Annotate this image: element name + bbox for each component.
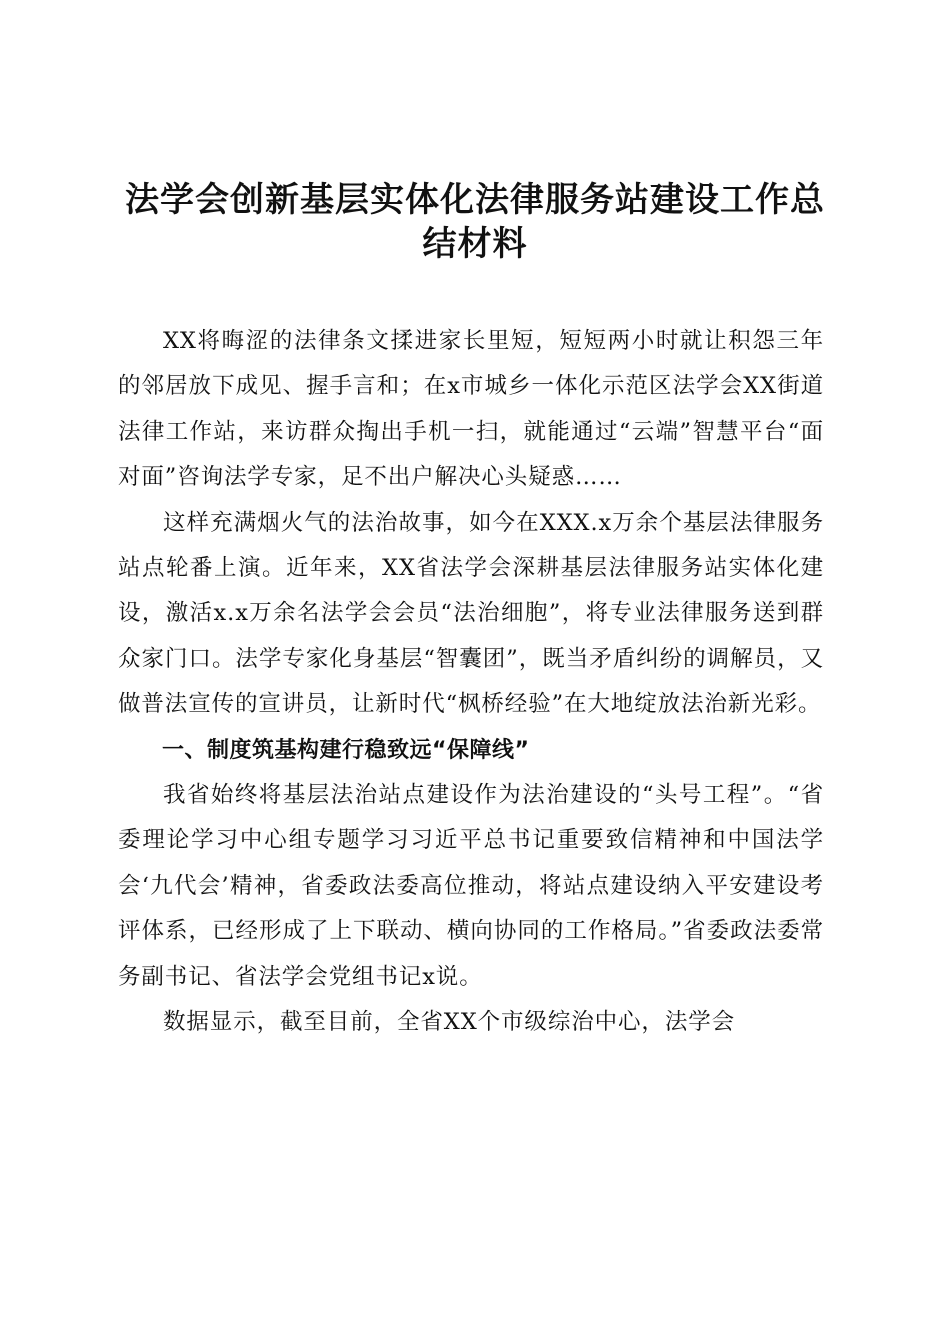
paragraph-overview: 这样充满烟火气的法治故事，如今在XXX.x万余个基层法律服务站点轮番上演。近年来，XX省法学会深耕基层法律服务站实体化建设，激活x.x万余名法学会会员“法治细胞”，将专业法律服务送到群众家门口。法学专家化身基层“智囊团”，既当矛盾纠纷的调解员，又做普法宣传的宣讲员，让新时代“枫桥经验”在大地绽放法治新光彩。 bbox=[118, 509, 824, 718]
document-title: 法学会创新基层实体化法律服务站建设工作总结材料 bbox=[125, 180, 825, 264]
section-heading: 一、制度筑基构建行稳致远“保障线” bbox=[162, 737, 530, 763]
document-body bbox=[118, 319, 824, 1046]
paragraph-section-1: 我省始终将基层法治站点建设作为法治建设的“头号工程”。“省委理论学习中心组专题学习习近平总书记重要致信精神和中国法学会‘九代会’精神，省委政法委高位推动，将站点建设纳入平安建设考评体系，已经形成了上下联动、横向协同的工作格局。”省委政法委常务副书记、省法学会党组书记x说。 bbox=[118, 782, 824, 990]
paragraph-section-2: 数据显示，截至目前，全省XX个市级综治中心，法学会 bbox=[163, 1009, 736, 1036]
paragraph-intro: XX将晦涩的法律条文揉进家长里短，短短两小时就让积怨三年的邻居放下成见、握手言和；在x市城乡一体化示范区法学会XX街道法律工作站，来访群众掏出手机一扫，就能通过“云端”智慧平台“面对面”咨询法学专家，足不出户解决心头疑惑…… bbox=[118, 328, 824, 491]
